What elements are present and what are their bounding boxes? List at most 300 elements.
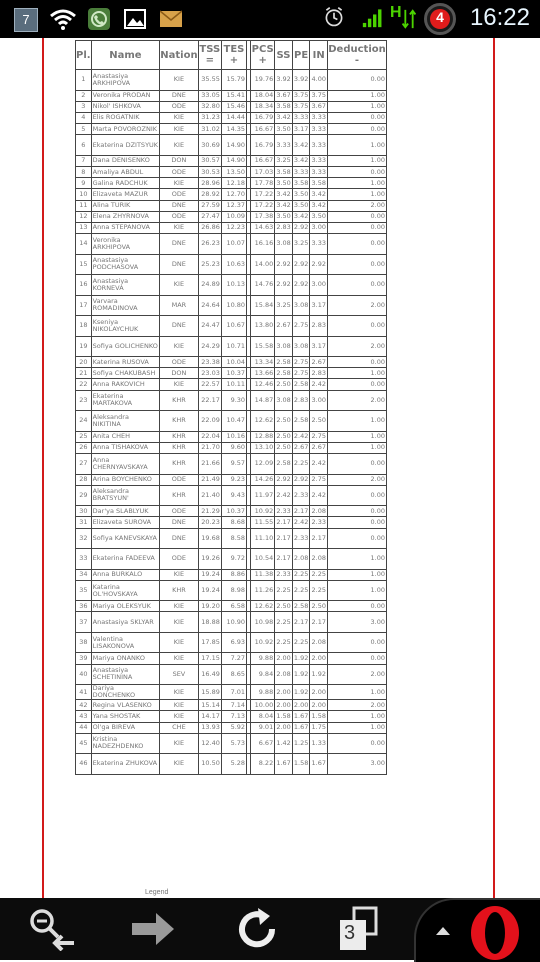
cell-pe: 2.00 bbox=[292, 700, 310, 711]
cell-tes: 9.30 bbox=[221, 390, 246, 411]
cell-pcs: 10.98 bbox=[251, 612, 275, 633]
cell-pe: 2.92 bbox=[292, 222, 310, 233]
cell-place: 15 bbox=[76, 254, 92, 275]
cell-place: 43 bbox=[76, 711, 92, 722]
cell-pe: 2.67 bbox=[292, 442, 310, 453]
opera-logo-icon bbox=[468, 904, 522, 962]
cell-name: Arina BOYCHENKO bbox=[91, 474, 159, 485]
cell-deduction: 0.00 bbox=[328, 454, 387, 475]
table-row bbox=[76, 733, 387, 754]
cell-tes: 12.37 bbox=[221, 200, 246, 211]
clock: 16:22 bbox=[469, 4, 530, 31]
cell-pe: 3.92 bbox=[292, 70, 310, 91]
cell-pe: 2.08 bbox=[292, 549, 310, 570]
results-table bbox=[75, 40, 387, 775]
cell-ss: 3.42 bbox=[275, 200, 293, 211]
cell-pe: 3.33 bbox=[292, 112, 310, 123]
cell-tss: 19.26 bbox=[198, 549, 221, 570]
cell-ss: 3.50 bbox=[275, 178, 293, 189]
cell-nation: ODE bbox=[160, 211, 199, 222]
cell-pcs: 6.67 bbox=[251, 733, 275, 754]
cell-name: Anna BURKALO bbox=[91, 569, 159, 580]
cell-tss: 26.86 bbox=[198, 222, 221, 233]
email-icon[interactable] bbox=[160, 8, 182, 30]
cell-deduction: 1.00 bbox=[328, 442, 387, 453]
cell-nation: ODE bbox=[160, 189, 199, 200]
cell-place: 13 bbox=[76, 222, 92, 233]
table-row bbox=[76, 316, 387, 337]
cell-nation: KHR bbox=[160, 431, 199, 442]
cell-pe: 2.33 bbox=[292, 485, 310, 506]
header-in: IN bbox=[310, 41, 328, 70]
cell-pcs: 14.26 bbox=[251, 474, 275, 485]
cell-name: Sofiya KANEVSKAYA bbox=[91, 528, 159, 549]
cell-place: 22 bbox=[76, 379, 92, 390]
cell-tss: 19.20 bbox=[198, 601, 221, 612]
cell-in: 2.25 bbox=[310, 580, 328, 601]
cell-ss: 2.00 bbox=[275, 722, 293, 733]
cell-tes: 9.23 bbox=[221, 474, 246, 485]
cell-tss: 22.04 bbox=[198, 431, 221, 442]
cell-tss: 24.64 bbox=[198, 295, 221, 316]
cell-pe: 2.75 bbox=[292, 368, 310, 379]
cell-name: Anastasiya PODCHASOVA bbox=[91, 254, 159, 275]
cell-in: 2.75 bbox=[310, 474, 328, 485]
cell-in: 2.83 bbox=[310, 316, 328, 337]
cell-in: 2.08 bbox=[310, 506, 328, 517]
cell-nation: KIE bbox=[160, 733, 199, 754]
cell-pcs: 17.22 bbox=[251, 200, 275, 211]
cell-place: 17 bbox=[76, 295, 92, 316]
cell-pe: 2.92 bbox=[292, 474, 310, 485]
table-row bbox=[76, 700, 387, 711]
cell-tes: 10.16 bbox=[221, 431, 246, 442]
cell-ss: 3.08 bbox=[275, 390, 293, 411]
cell-pe: 2.42 bbox=[292, 431, 310, 442]
cell-nation: DON bbox=[160, 155, 199, 166]
gallery-icon[interactable] bbox=[124, 8, 146, 30]
cell-tes: 14.90 bbox=[221, 155, 246, 166]
cell-place: 42 bbox=[76, 700, 92, 711]
cell-name: Marta POVOROZNIK bbox=[91, 124, 159, 135]
cell-nation: KHR bbox=[160, 454, 199, 475]
cell-deduction: 1.00 bbox=[328, 685, 387, 700]
table-row bbox=[76, 390, 387, 411]
cell-in: 1.67 bbox=[310, 754, 328, 775]
cell-tes: 10.63 bbox=[221, 254, 246, 275]
table-row bbox=[76, 411, 387, 432]
cell-pe: 2.42 bbox=[292, 517, 310, 528]
cell-ss: 3.92 bbox=[275, 70, 293, 91]
cell-pcs: 10.92 bbox=[251, 632, 275, 653]
cell-name: Anastasiya KORNEVA bbox=[91, 275, 159, 296]
cell-tss: 28.92 bbox=[198, 189, 221, 200]
cell-tes: 8.65 bbox=[221, 664, 246, 685]
cell-tes: 13.50 bbox=[221, 166, 246, 177]
cell-place: 24 bbox=[76, 411, 92, 432]
cell-ss: 3.50 bbox=[275, 124, 293, 135]
cell-in: 2.17 bbox=[310, 612, 328, 633]
cell-in: 2.17 bbox=[310, 528, 328, 549]
cell-name: Ekaterina FADEEVA bbox=[91, 549, 159, 570]
cell-pcs: 12.46 bbox=[251, 379, 275, 390]
cell-deduction: 0.00 bbox=[328, 528, 387, 549]
cell-pcs: 16.79 bbox=[251, 112, 275, 123]
cell-tes: 10.13 bbox=[221, 275, 246, 296]
cell-pcs: 16.16 bbox=[251, 234, 275, 255]
cell-place: 29 bbox=[76, 485, 92, 506]
cell-tss: 12.40 bbox=[198, 733, 221, 754]
cell-pcs: 14.63 bbox=[251, 222, 275, 233]
cell-deduction: 0.00 bbox=[328, 222, 387, 233]
cell-place: 23 bbox=[76, 390, 92, 411]
cell-name: Anastasiya SCHETININA bbox=[91, 664, 159, 685]
cell-deduction: 2.00 bbox=[328, 700, 387, 711]
cell-place: 7 bbox=[76, 155, 92, 166]
cell-pcs: 16.79 bbox=[251, 135, 275, 156]
cell-nation: KIE bbox=[160, 632, 199, 653]
cell-tss: 26.23 bbox=[198, 234, 221, 255]
cell-in: 3.33 bbox=[310, 166, 328, 177]
cell-pe: 2.17 bbox=[292, 612, 310, 633]
tab-count: 3 bbox=[344, 922, 356, 944]
table-row bbox=[76, 254, 387, 275]
cell-place: 18 bbox=[76, 316, 92, 337]
cell-tss: 24.47 bbox=[198, 316, 221, 337]
cell-in: 3.17 bbox=[310, 295, 328, 316]
forward-arrow-icon bbox=[128, 911, 178, 947]
cell-name: Elis ROGATNIK bbox=[91, 112, 159, 123]
cell-tes: 5.73 bbox=[221, 733, 246, 754]
cell-place: 31 bbox=[76, 517, 92, 528]
cell-place: 27 bbox=[76, 454, 92, 475]
cell-deduction: 0.00 bbox=[328, 357, 387, 368]
cell-nation: KHR bbox=[160, 580, 199, 601]
cell-in: 4.00 bbox=[310, 70, 328, 91]
cell-tes: 8.86 bbox=[221, 569, 246, 580]
cell-pcs: 13.10 bbox=[251, 442, 275, 453]
cell-deduction: 0.00 bbox=[328, 316, 387, 337]
cell-name: Anastasiya ARKHIPOVA bbox=[91, 70, 159, 91]
cell-in: 3.17 bbox=[310, 336, 328, 357]
header-pe: PE bbox=[292, 41, 310, 70]
cell-place: 39 bbox=[76, 653, 92, 664]
table-row bbox=[76, 474, 387, 485]
cell-tes: 10.09 bbox=[221, 211, 246, 222]
opera-menu-area[interactable] bbox=[414, 898, 540, 962]
cell-deduction: 0.00 bbox=[328, 485, 387, 506]
phone-app-icon[interactable] bbox=[88, 8, 110, 30]
header-tes: TES + bbox=[221, 41, 246, 70]
table-row bbox=[76, 211, 387, 222]
cell-deduction: 1.00 bbox=[328, 368, 387, 379]
cell-ss: 2.50 bbox=[275, 379, 293, 390]
cell-in: 1.92 bbox=[310, 664, 328, 685]
cell-place: 46 bbox=[76, 754, 92, 775]
web-page[interactable] bbox=[0, 38, 540, 898]
cell-place: 14 bbox=[76, 234, 92, 255]
cell-tss: 22.09 bbox=[198, 411, 221, 432]
cell-pcs: 13.34 bbox=[251, 357, 275, 368]
cell-place: 34 bbox=[76, 569, 92, 580]
cell-pe: 2.25 bbox=[292, 569, 310, 580]
cell-deduction: 2.00 bbox=[328, 474, 387, 485]
cell-pe: 3.42 bbox=[292, 211, 310, 222]
cell-deduction: 0.00 bbox=[328, 601, 387, 612]
cell-ss: 3.58 bbox=[275, 101, 293, 112]
cell-pcs: 14.00 bbox=[251, 254, 275, 275]
header-tss: TSS = bbox=[198, 41, 221, 70]
cell-pcs: 18.04 bbox=[251, 90, 275, 101]
legend-link[interactable]: Legend bbox=[145, 889, 169, 896]
table-row bbox=[76, 685, 387, 700]
table-row bbox=[76, 189, 387, 200]
reload-button[interactable] bbox=[222, 898, 292, 960]
table-row bbox=[76, 601, 387, 612]
cell-tes: 7.13 bbox=[221, 711, 246, 722]
cell-name: Kseniya NIKOLAYCHUK bbox=[91, 316, 159, 337]
cell-in: 2.50 bbox=[310, 601, 328, 612]
cell-ss: 1.58 bbox=[275, 711, 293, 722]
cell-tes: 10.37 bbox=[221, 506, 246, 517]
cell-nation: DNE bbox=[160, 316, 199, 337]
cell-tes: 10.80 bbox=[221, 295, 246, 316]
table-row bbox=[76, 124, 387, 135]
cell-ss: 2.17 bbox=[275, 549, 293, 570]
cell-nation: KIE bbox=[160, 379, 199, 390]
cell-nation: SEV bbox=[160, 664, 199, 685]
cell-tss: 31.23 bbox=[198, 112, 221, 123]
cell-name: Mariya OLEKSYUK bbox=[91, 601, 159, 612]
cell-in: 1.33 bbox=[310, 733, 328, 754]
cell-tss: 19.68 bbox=[198, 528, 221, 549]
cell-deduction: 1.00 bbox=[328, 178, 387, 189]
results-table-body bbox=[76, 70, 387, 775]
cell-pe: 2.75 bbox=[292, 316, 310, 337]
cell-deduction: 2.00 bbox=[328, 390, 387, 411]
page-border-right bbox=[493, 38, 495, 898]
cell-name: Ekaterina ZHUKOVA bbox=[91, 754, 159, 775]
cell-pe: 2.92 bbox=[292, 254, 310, 275]
cell-tes: 8.98 bbox=[221, 580, 246, 601]
cell-place: 45 bbox=[76, 733, 92, 754]
cell-tes: 10.37 bbox=[221, 368, 246, 379]
cell-pe: 2.58 bbox=[292, 601, 310, 612]
table-row bbox=[76, 178, 387, 189]
cell-place: 6 bbox=[76, 135, 92, 156]
cell-in: 3.33 bbox=[310, 124, 328, 135]
cell-tes: 5.92 bbox=[221, 722, 246, 733]
cell-tss: 15.89 bbox=[198, 685, 221, 700]
cell-nation: ODE bbox=[160, 101, 199, 112]
table-row bbox=[76, 368, 387, 379]
cell-in: 2.08 bbox=[310, 549, 328, 570]
cell-pe: 3.42 bbox=[292, 135, 310, 156]
cell-tes: 7.01 bbox=[221, 685, 246, 700]
signal-icon bbox=[360, 6, 386, 28]
cell-tss: 22.17 bbox=[198, 390, 221, 411]
cell-tes: 14.35 bbox=[221, 124, 246, 135]
cell-name: Anastasiya SKLYAR bbox=[91, 612, 159, 633]
cell-tss: 17.15 bbox=[198, 653, 221, 664]
cell-pe: 3.75 bbox=[292, 101, 310, 112]
forward-button[interactable] bbox=[118, 898, 188, 960]
table-row bbox=[76, 664, 387, 685]
cell-pcs: 19.76 bbox=[251, 70, 275, 91]
cell-place: 32 bbox=[76, 528, 92, 549]
cell-nation: ODE bbox=[160, 549, 199, 570]
cell-in: 3.00 bbox=[310, 275, 328, 296]
cell-name: Sofiya CHAKUBASH bbox=[91, 368, 159, 379]
cell-ss: 2.33 bbox=[275, 506, 293, 517]
cell-ss: 3.42 bbox=[275, 189, 293, 200]
battery-level: 4 bbox=[436, 9, 444, 25]
table-row bbox=[76, 336, 387, 357]
cell-pe: 2.75 bbox=[292, 357, 310, 368]
cell-tss: 21.40 bbox=[198, 485, 221, 506]
cell-deduction: 0.00 bbox=[328, 632, 387, 653]
cell-pe: 3.50 bbox=[292, 189, 310, 200]
cell-nation: KHR bbox=[160, 411, 199, 432]
cell-tss: 30.69 bbox=[198, 135, 221, 156]
cell-place: 30 bbox=[76, 506, 92, 517]
cell-name: Dariya DONCHENKO bbox=[91, 685, 159, 700]
cell-deduction: 0.00 bbox=[328, 254, 387, 275]
cell-pcs: 9.88 bbox=[251, 685, 275, 700]
cell-nation: KIE bbox=[160, 222, 199, 233]
cell-tes: 9.72 bbox=[221, 549, 246, 570]
cell-nation: DNE bbox=[160, 254, 199, 275]
cell-ss: 2.92 bbox=[275, 254, 293, 275]
cell-nation: CHE bbox=[160, 722, 199, 733]
cell-pe: 1.92 bbox=[292, 653, 310, 664]
cell-nation: DNE bbox=[160, 200, 199, 211]
cell-ss: 3.67 bbox=[275, 90, 293, 101]
cell-nation: KIE bbox=[160, 70, 199, 91]
table-row bbox=[76, 549, 387, 570]
cell-pcs: 12.09 bbox=[251, 454, 275, 475]
cell-tes: 12.23 bbox=[221, 222, 246, 233]
cell-nation: DON bbox=[160, 368, 199, 379]
cell-deduction: 0.00 bbox=[328, 379, 387, 390]
table-row bbox=[76, 653, 387, 664]
cell-name: Alina TURIK bbox=[91, 200, 159, 211]
cell-ss: 3.25 bbox=[275, 295, 293, 316]
cell-name: Amaliya ABDUL bbox=[91, 166, 159, 177]
cell-pe: 3.33 bbox=[292, 166, 310, 177]
cell-name: Aleksandra BRATSYUN' bbox=[91, 485, 159, 506]
cell-pcs: 8.22 bbox=[251, 754, 275, 775]
zoom-back-button[interactable] bbox=[18, 898, 88, 960]
cell-deduction: 0.00 bbox=[328, 211, 387, 222]
table-row bbox=[76, 70, 387, 91]
table-row bbox=[76, 155, 387, 166]
cell-ss: 2.00 bbox=[275, 700, 293, 711]
cell-pe: 1.25 bbox=[292, 733, 310, 754]
cell-deduction: 0.00 bbox=[328, 506, 387, 517]
cell-deduction: 3.00 bbox=[328, 754, 387, 775]
cell-in: 2.25 bbox=[310, 569, 328, 580]
cell-deduction: 1.00 bbox=[328, 135, 387, 156]
cell-ss: 2.17 bbox=[275, 517, 293, 528]
cell-deduction: 0.00 bbox=[328, 124, 387, 135]
cell-ss: 2.00 bbox=[275, 653, 293, 664]
cell-in: 2.67 bbox=[310, 357, 328, 368]
tabs-button[interactable] bbox=[330, 898, 390, 960]
cell-pe: 2.25 bbox=[292, 454, 310, 475]
cell-name: Veronika ARKHIPOVA bbox=[91, 234, 159, 255]
header-deduction: Deduction - bbox=[328, 41, 387, 70]
cell-in: 3.42 bbox=[310, 200, 328, 211]
cell-deduction: 2.00 bbox=[328, 295, 387, 316]
cell-tss: 19.24 bbox=[198, 580, 221, 601]
cell-ss: 1.42 bbox=[275, 733, 293, 754]
cell-nation: DNE bbox=[160, 90, 199, 101]
cell-tes: 7.14 bbox=[221, 700, 246, 711]
table-row bbox=[76, 632, 387, 653]
cell-tes: 9.43 bbox=[221, 485, 246, 506]
cell-pcs: 10.92 bbox=[251, 506, 275, 517]
cell-tss: 27.47 bbox=[198, 211, 221, 222]
cell-tes: 10.11 bbox=[221, 379, 246, 390]
cell-place: 2 bbox=[76, 90, 92, 101]
cell-pe: 2.25 bbox=[292, 632, 310, 653]
cell-ss: 3.08 bbox=[275, 336, 293, 357]
cell-in: 2.08 bbox=[310, 632, 328, 653]
cell-ss: 2.50 bbox=[275, 442, 293, 453]
header-pcs: PCS + bbox=[251, 41, 275, 70]
cell-in: 2.67 bbox=[310, 442, 328, 453]
table-row bbox=[76, 722, 387, 733]
cell-place: 11 bbox=[76, 200, 92, 211]
cell-nation: KIE bbox=[160, 653, 199, 664]
cell-in: 2.92 bbox=[310, 254, 328, 275]
notification-count-icon[interactable] bbox=[14, 8, 38, 32]
cell-tss: 13.93 bbox=[198, 722, 221, 733]
cell-in: 3.42 bbox=[310, 189, 328, 200]
cell-nation: DNE bbox=[160, 234, 199, 255]
cell-nation: KIE bbox=[160, 112, 199, 123]
cell-pe: 1.58 bbox=[292, 754, 310, 775]
cell-ss: 2.25 bbox=[275, 612, 293, 633]
cell-place: 3 bbox=[76, 101, 92, 112]
battery-icon bbox=[424, 3, 456, 35]
table-row bbox=[76, 528, 387, 549]
cell-pcs: 12.62 bbox=[251, 411, 275, 432]
cell-tes: 14.90 bbox=[221, 135, 246, 156]
cell-deduction: 1.00 bbox=[328, 549, 387, 570]
cell-pe: 1.67 bbox=[292, 722, 310, 733]
cell-name: Anna TISHAKOVA bbox=[91, 442, 159, 453]
cell-pcs: 11.97 bbox=[251, 485, 275, 506]
table-row bbox=[76, 200, 387, 211]
cell-in: 1.75 bbox=[310, 722, 328, 733]
cell-in: 3.33 bbox=[310, 155, 328, 166]
cell-place: 10 bbox=[76, 189, 92, 200]
cell-pe: 2.58 bbox=[292, 411, 310, 432]
cell-place: 9 bbox=[76, 178, 92, 189]
cell-pcs: 15.58 bbox=[251, 336, 275, 357]
cell-nation: KHR bbox=[160, 442, 199, 453]
cell-in: 3.58 bbox=[310, 178, 328, 189]
cell-tss: 31.02 bbox=[198, 124, 221, 135]
cell-place: 25 bbox=[76, 431, 92, 442]
cell-tss: 23.38 bbox=[198, 357, 221, 368]
cell-name: Anna CHERNYAVSKAYA bbox=[91, 454, 159, 475]
cell-in: 3.00 bbox=[310, 390, 328, 411]
cell-tss: 22.57 bbox=[198, 379, 221, 390]
cell-pe: 1.67 bbox=[292, 711, 310, 722]
